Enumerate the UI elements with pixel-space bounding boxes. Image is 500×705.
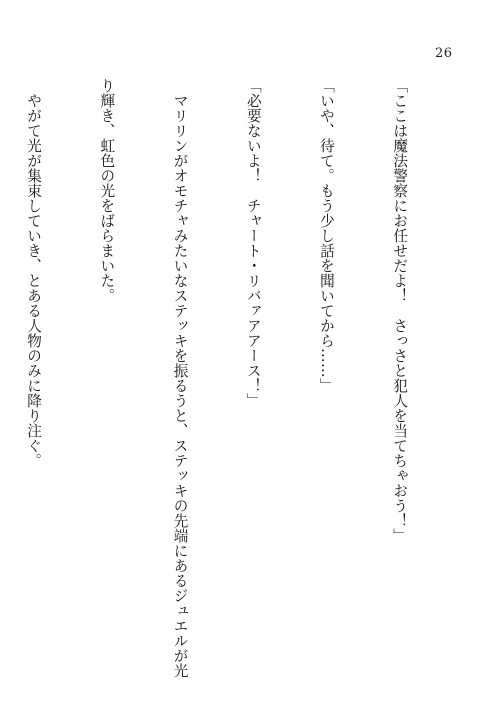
vertical-text-body [25,78,460,678]
text-line-5: り輝き、虹色の光をばらまいた。 [98,78,116,303]
page-number: 26 [435,46,453,61]
text-line-6: やがて光が集束していき、とある人物のみに降り注ぐ。 [25,78,43,468]
text-line-1: 「ここは魔法警察にお任せだよ！ さっさと犯人を当てちゃおう！」 [391,78,409,543]
text-line-2: 「いや、待て。もう少し話を聞いてから……」 [317,78,335,393]
text-line-3: 「必要ないよ！ チャート・リバァアアース！」 [244,78,262,408]
text-line-4: マリリンがオモチャみたいなステッキを振るうと、ステッキの先端にあるジュエルが光 [171,78,189,678]
